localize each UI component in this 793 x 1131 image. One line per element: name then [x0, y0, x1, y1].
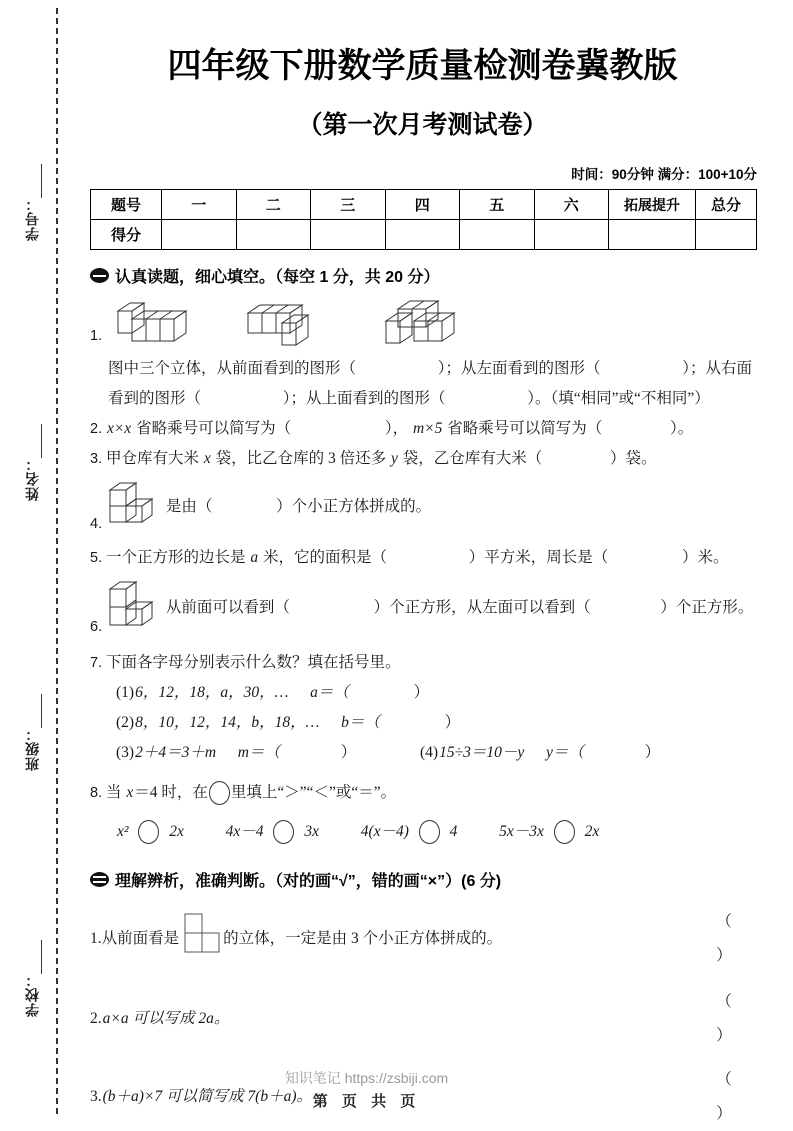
- section-number-badge-two-icon: [90, 872, 109, 887]
- q4-seg-a: 是由（: [165, 498, 213, 516]
- q6-seg-b: ）个正方形，从左面可以看到（: [373, 599, 591, 617]
- question-3-number: 3.: [90, 451, 103, 467]
- site-watermark: 知识笔记 https://zsbiji.com: [284, 1070, 449, 1086]
- q7-4-expr: 15÷3＝10－y: [439, 744, 525, 761]
- q7-4-answer-label: y＝（: [545, 744, 584, 761]
- comparison-circle-3-icon[interactable]: [419, 820, 440, 844]
- score-table: [90, 189, 757, 250]
- q1-seg-c: ）；从右面: [682, 360, 753, 377]
- q1-seg-d: 看到的图形（: [108, 390, 202, 407]
- margin-tick: [41, 940, 42, 974]
- judge-1-number: 1.: [90, 930, 102, 947]
- q7-1-answer-label: a＝（: [310, 684, 349, 701]
- score-cell-6[interactable]: [534, 220, 609, 250]
- score-table-col-total: 总分: [696, 190, 757, 220]
- comparison-circle-2-icon[interactable]: [273, 820, 294, 844]
- question-5: [90, 543, 763, 573]
- score-cell-1[interactable]: [162, 220, 237, 250]
- exam-sheet: [68, 0, 793, 1122]
- score-table-row-label: 得分: [91, 220, 162, 250]
- q4-seg-b: ）个小正方体拼成的。: [276, 498, 432, 516]
- section-number-badge-one-icon: [90, 268, 109, 283]
- q7-1-expr: 6，12，18，a，30，…: [135, 684, 289, 701]
- q8-cmp-3-left: 4(x－4): [360, 823, 409, 840]
- score-table-col-1: 一: [162, 190, 237, 220]
- judge-question-2: [90, 985, 763, 1053]
- judge-question-1: [90, 905, 763, 973]
- q7-3-expr: 2＋4＝3＋m: [135, 744, 217, 761]
- q2-expr-2: m×5: [412, 420, 443, 437]
- score-table-col-4: 四: [385, 190, 460, 220]
- q7-3-label: (3): [116, 744, 135, 761]
- question-6-number: 6.: [90, 619, 103, 635]
- comparison-circle-1-icon[interactable]: [138, 820, 159, 844]
- q1-seg-a: 图中三个立体，从前面看到的图形（: [108, 360, 357, 377]
- q8-cmp-1-right: 2x: [169, 823, 184, 840]
- q8-seg-c: 里填上“＞”“＜”或“＝”。: [230, 784, 397, 801]
- question-7: [90, 648, 763, 768]
- q3-seg-c: 袋，乙仓库有大米（: [402, 450, 543, 467]
- margin-label-student-id: 学号：: [24, 196, 40, 241]
- judge-3-answer-bracket[interactable]: （ ）: [716, 1071, 748, 1122]
- judge-2-answer-bracket[interactable]: （ ）: [716, 993, 748, 1044]
- score-cell-3[interactable]: [311, 220, 386, 250]
- question-5-number: 5.: [90, 550, 103, 566]
- comparison-circle-4-icon[interactable]: [554, 820, 575, 844]
- section-title-one: 认真读题，细心填空。（每空 1 分，共 20 分）: [115, 269, 440, 286]
- q2-seg-d: ）。: [670, 420, 694, 437]
- score-cell-bonus[interactable]: [609, 220, 696, 250]
- margin-label-name: 姓名：: [24, 456, 40, 501]
- binding-margin-strip: [0, 0, 68, 1122]
- answer-circle-icon[interactable]: [209, 781, 230, 805]
- q8-cmp-4-left: 5x－3x: [499, 823, 544, 840]
- q6-seg-a: 从前面可以看到（: [165, 599, 290, 617]
- score-table-col-3: 三: [311, 190, 386, 220]
- q2-expr-1: x×x: [106, 420, 132, 437]
- q2-seg-c: 省略乘号可以简写为（: [447, 420, 603, 437]
- margin-tick: [41, 424, 42, 458]
- judge-2-text: a×a 可以写成 2a。: [102, 1010, 230, 1027]
- q7-1-label: (1): [116, 684, 135, 701]
- score-cell-4[interactable]: [385, 220, 460, 250]
- table-row: [91, 190, 757, 220]
- question-1-text-line-2: [108, 384, 763, 414]
- q5-var-a: a: [250, 549, 259, 566]
- question-4-number: 4.: [90, 516, 103, 532]
- exam-meta-line: 时间：90分钟 满分：100+10分: [571, 167, 757, 182]
- question-1-number: 1.: [90, 328, 103, 344]
- section-title-two: 理解辨析，准确判断。（对的画“√”，错的画“×”）(6 分): [115, 873, 502, 890]
- q8-cmp-1-left: x²: [117, 823, 129, 840]
- two-square-shape-figure: [181, 912, 221, 967]
- score-cell-total[interactable]: [696, 220, 757, 250]
- question-7-prompt-line: [90, 648, 763, 678]
- q7-1-close: ）: [413, 684, 430, 701]
- question-8: [90, 778, 763, 850]
- score-table-wrapper: [68, 189, 793, 250]
- q8-cmp-3-right: 4: [449, 823, 458, 840]
- q7-3-answer-label: m＝（: [237, 744, 280, 761]
- q3-seg-a: 甲仓库有大米: [105, 450, 203, 467]
- judge-1-seg-b: 的立体，一定是由 3 个小正方体拼成的。: [223, 930, 503, 947]
- section-heading-two: [90, 868, 793, 891]
- question-1: [90, 293, 763, 414]
- q5-seg-a: 一个正方形的边长是: [105, 549, 250, 566]
- q2-seg-b: ），: [384, 420, 409, 437]
- margin-label-school: 学校：: [24, 972, 40, 1017]
- question-1-text-line-1: [108, 354, 763, 384]
- page-title: 四年级下册数学质量检测卷冀教版: [167, 47, 678, 85]
- q8-seg-b: ＝4 时，在: [134, 784, 208, 801]
- score-cell-2[interactable]: [236, 220, 311, 250]
- three-solids-figure: [102, 293, 502, 354]
- binding-dashed-line: [56, 8, 58, 1114]
- q6-seg-c: ）个正方形。: [660, 599, 754, 617]
- question-8-comparison-row: [116, 814, 763, 850]
- score-table-col-bonus: 拓展提升: [609, 190, 696, 220]
- q5-seg-d: ）米。: [682, 549, 729, 566]
- question-2: [90, 414, 763, 444]
- margin-tick: [41, 164, 42, 198]
- q8-cmp-2-left: 4x－4: [225, 823, 264, 840]
- q8-var-x: x: [126, 784, 134, 801]
- margin-tick: [41, 694, 42, 728]
- judge-3-number: 3.: [90, 1088, 102, 1105]
- score-table-row-label: 题号: [91, 190, 162, 220]
- question-7-items-3-4: [116, 738, 763, 768]
- q8-cmp-4-right: 2x: [584, 823, 600, 840]
- q3-var-x: x: [203, 450, 211, 467]
- three-cube-L-figure: [106, 480, 162, 535]
- two-cube-step-figure: [106, 579, 162, 638]
- score-table-col-5: 五: [460, 190, 535, 220]
- q3-seg-b: 袋，比乙仓库的 3 倍还多: [215, 450, 391, 467]
- q7-4-close: ）: [644, 744, 661, 761]
- q5-seg-b: 米，它的面积是（: [262, 549, 387, 566]
- q8-seg-a: 当: [105, 784, 126, 801]
- score-cell-5[interactable]: [460, 220, 535, 250]
- q1-seg-f: ）。（填“相同”或“不相同”）: [527, 390, 710, 407]
- q7-2-expr: 8，10，12，14，b，18，…: [135, 714, 320, 731]
- q8-cmp-2-right: 3x: [304, 823, 319, 840]
- q7-2-answer-label: b＝（: [341, 714, 380, 731]
- table-row: [91, 220, 757, 250]
- judge-2-number: 2.: [90, 1010, 102, 1027]
- page-footer: 第 页 共 页: [312, 1093, 421, 1110]
- question-7-number: 7.: [90, 655, 103, 671]
- question-6: [90, 579, 763, 638]
- question-8-prompt-line: [90, 778, 763, 808]
- q1-seg-e: ）；从上面看到的图形（: [282, 390, 446, 407]
- question-2-number: 2.: [90, 421, 103, 437]
- q5-seg-c: ）平方米，周长是（: [468, 549, 609, 566]
- q7-4-label: (4): [420, 744, 439, 761]
- question-3: [90, 444, 763, 474]
- judge-3-text: (b＋a)×7 可以简写成 7(b＋a)。: [102, 1088, 312, 1105]
- question-8-number: 8.: [90, 785, 103, 801]
- question-7-item-2: [116, 708, 763, 738]
- q2-seg-a: 省略乘号可以简写为（: [136, 420, 292, 437]
- q3-var-y: y: [391, 450, 398, 467]
- question-7-item-1: [116, 678, 763, 708]
- score-table-col-2: 二: [236, 190, 311, 220]
- judge-1-answer-bracket[interactable]: （ ）: [716, 913, 748, 964]
- q7-2-label: (2): [116, 714, 135, 731]
- judge-1-seg-a: 从前面看是: [101, 930, 180, 947]
- question-7-prompt: 下面各字母分别表示什么数？填在括号里。: [105, 654, 401, 671]
- margin-label-class: 班级：: [24, 726, 40, 771]
- q1-seg-b: ）；从左面看到的图形（: [437, 360, 601, 377]
- section-heading-one: [90, 264, 793, 287]
- score-table-col-6: 六: [534, 190, 609, 220]
- question-4: [90, 480, 763, 535]
- q3-seg-d: ）袋。: [610, 450, 657, 467]
- page-subtitle: （第一次月考测试卷）: [297, 111, 548, 139]
- q7-2-close: ）: [444, 714, 461, 731]
- q7-3-close: ）: [340, 744, 357, 761]
